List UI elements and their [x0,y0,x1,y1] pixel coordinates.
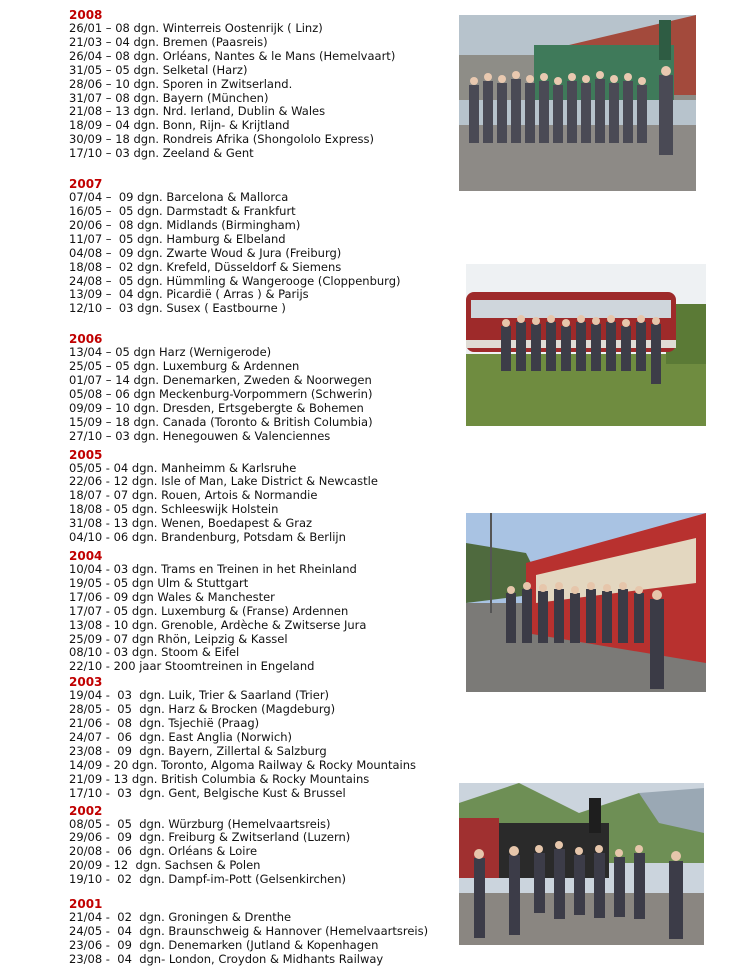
year-heading: 2006 [69,332,103,347]
trip-list [69,8,449,967]
trip-entry: 16/05 – 05 dgn. Darmstadt & Frankfurt [69,203,296,218]
year-section-2006 [69,332,449,443]
photo-steam-locomotive-group [459,15,696,191]
trip-entry: 17/06 - 09 dgn Wales & Manchester [69,589,275,604]
trip-entry: 26/01 – 08 dgn. Winterreis Oostenrijk ( Linz) [69,21,323,35]
trip-entry: 04/10 - 06 dgn. Brandenburg, Potsdam & Berlijn [69,530,346,545]
trip-entry: 23/08 - 09 dgn. Bayern, Zillertal & Salzburg [69,743,327,758]
year-section-2002 [69,804,449,888]
railbus-image [466,264,706,426]
trip-entry: 22/10 - 200 jaar Stoomtreinen in Engeland [69,659,315,674]
trip-entry: 20/06 – 08 dgn. Midlands (Birmingham) [69,217,301,232]
steam-locomotive-image [459,15,696,191]
trip-entry: 10/04 - 03 dgn. Trams en Treinen in het Rheinland [69,562,357,576]
year-heading: 2003 [69,675,103,690]
trip-entry: 24/07 - 06 dgn. East Anglia (Norwich) [69,729,292,744]
trip-entry: 01/07 – 14 dgn. Denemarken, Zweden & Noorwegen [69,373,372,388]
year-section-2003 [69,675,449,800]
mountain-steam-image [459,783,704,945]
trip-entry: 13/09 – 04 dgn. Picardië ( Arras ) & Parijs [69,287,309,302]
trip-entry: 31/08 - 13 dgn. Wenen, Boedapest & Graz [69,516,313,531]
year-heading: 2004 [69,549,103,563]
trip-entry: 19/10 - 02 dgn. Dampf-im-Pott (Gelsenkirchen) [69,872,346,887]
trip-entry: 20/09 - 12 dgn. Sachsen & Polen [69,858,261,873]
year-section-2007 [69,177,449,316]
trip-entry: 25/09 - 07 dgn Rhön, Leipzig & Kassel [69,631,288,646]
trip-entry: 18/08 - 05 dgn. Schleeswijk Holstein [69,502,279,517]
trip-entry: 18/08 – 02 dgn. Krefeld, Düsseldorf & Siemens [69,259,342,274]
trip-entry: 31/07 – 08 dgn. Bayern (München) [69,90,269,105]
trip-entry: 09/09 – 10 dgn. Dresden, Ertsgebergte & Bohemen [69,400,364,415]
trip-entry: 17/10 - 03 dgn. Gent, Belgische Kust & Brussel [69,785,346,800]
trip-entry: 15/09 – 18 dgn. Canada (Toronto & British Columbia) [69,414,373,429]
year-heading: 2002 [69,803,103,818]
trip-entry: 08/05 - 05 dgn. Würzburg (Hemelvaartsreis) [69,816,331,831]
trip-entry: 21/09 - 13 dgn. British Columbia & Rocky Mountains [69,771,370,786]
trip-entry: 18/09 – 04 dgn. Bonn, Rijn- & Krijtland [69,118,290,133]
year-heading: 2008 [69,8,103,22]
trip-entry: 21/03 – 04 dgn. Bremen (Paasreis) [69,34,268,49]
trip-entry: 26/04 – 08 dgn. Orléans, Nantes & le Mans (Hemelvaart) [69,48,396,63]
year-section-2008 [69,8,449,161]
year-section-2005 [69,448,449,545]
trip-entry: 21/08 – 13 dgn. Nrd. Ierland, Dublin & Wales [69,104,326,119]
year-section-2001 [69,897,449,967]
trip-entry: 19/05 - 05 dgn Ulm & Stuttgart [69,575,249,590]
trip-entry: 30/09 – 18 dgn. Rondreis Afrika (Shongololo Express) [69,132,375,147]
trip-entry: 18/07 - 07 dgn. Rouen, Artois & Normandie [69,488,318,503]
trip-entry: 23/08 - 04 dgn- London, Croydon & Midhants Railway [69,951,384,966]
trip-entry: 08/10 - 03 dgn. Stoom & Eifel [69,645,240,660]
trip-entry: 21/04 - 02 dgn. Groningen & Drenthe [69,910,292,925]
trip-entry: 28/06 – 10 dgn. Sporen in Zwitserland. [69,76,293,91]
trip-entry: 05/05 - 04 dgn. Manheimm & Karlsruhe [69,460,297,475]
trip-entry: 13/08 - 10 dgn. Grenoble, Ardèche & Zwitserse Jura [69,617,367,632]
trip-entry: 21/06 - 08 dgn. Tsjechië (Praag) [69,716,260,731]
photo-mountain-steam-group [459,783,704,945]
year-heading: 2007 [69,177,103,192]
trip-entry: 29/06 - 09 dgn. Freiburg & Zwitserland (Luzern) [69,830,351,845]
photo-tram-group [466,513,706,692]
trip-entry: 17/07 - 05 dgn. Luxemburg & (Franse) Ardennen [69,603,349,618]
tram-image [466,513,706,692]
photo-railbus-group [466,264,706,426]
trip-entry: 13/04 – 05 dgn Harz (Wernigerode) [69,345,272,360]
trip-entry: 31/05 – 05 dgn. Selketal (Harz) [69,62,248,77]
trip-entry: 07/04 – 09 dgn. Barcelona & Mallorca [69,190,289,205]
trip-entry: 19/04 - 03 dgn. Luik, Trier & Saarland (Trier) [69,688,330,703]
year-heading: 2005 [69,447,103,462]
trip-entry: 25/05 – 05 dgn. Luxemburg & Ardennen [69,359,300,374]
trip-entry: 24/05 - 04 dgn. Braunschweig & Hannover (Hemelvaartsreis) [69,923,429,938]
trip-entry: 28/05 - 05 dgn. Harz & Brocken (Magdeburg) [69,702,336,717]
trip-entry: 17/10 – 03 dgn. Zeeland & Gent [69,146,254,161]
trip-entry: 20/08 - 06 dgn. Orléans & Loire [69,844,258,859]
trip-entry: 23/06 - 09 dgn. Denemarken (Jutland & Kopenhagen [69,937,379,952]
trip-entry: 24/08 – 05 dgn. Hümmling & Wangerooge (Cloppenburg) [69,273,401,288]
trip-entry: 12/10 – 03 dgn. Susex ( Eastbourne ) [69,301,286,316]
year-section-2004 [69,549,449,674]
trip-entry: 11/07 – 05 dgn. Hamburg & Elbeland [69,231,286,246]
trip-entry: 05/08 – 06 dgn Meckenburg-Vorpommern (Schwerin) [69,386,373,401]
year-heading: 2001 [69,897,103,912]
trip-entry: 04/08 – 09 dgn. Zwarte Woud & Jura (Freiburg) [69,245,342,260]
trip-entry: 27/10 – 03 dgn. Henegouwen & Valenciennes [69,428,331,443]
trip-entry: 14/09 - 20 dgn. Toronto, Algoma Railway & Rocky Mountains [69,757,416,772]
trip-entry: 22/06 - 12 dgn. Isle of Man, Lake District & Newcastle [69,474,378,489]
